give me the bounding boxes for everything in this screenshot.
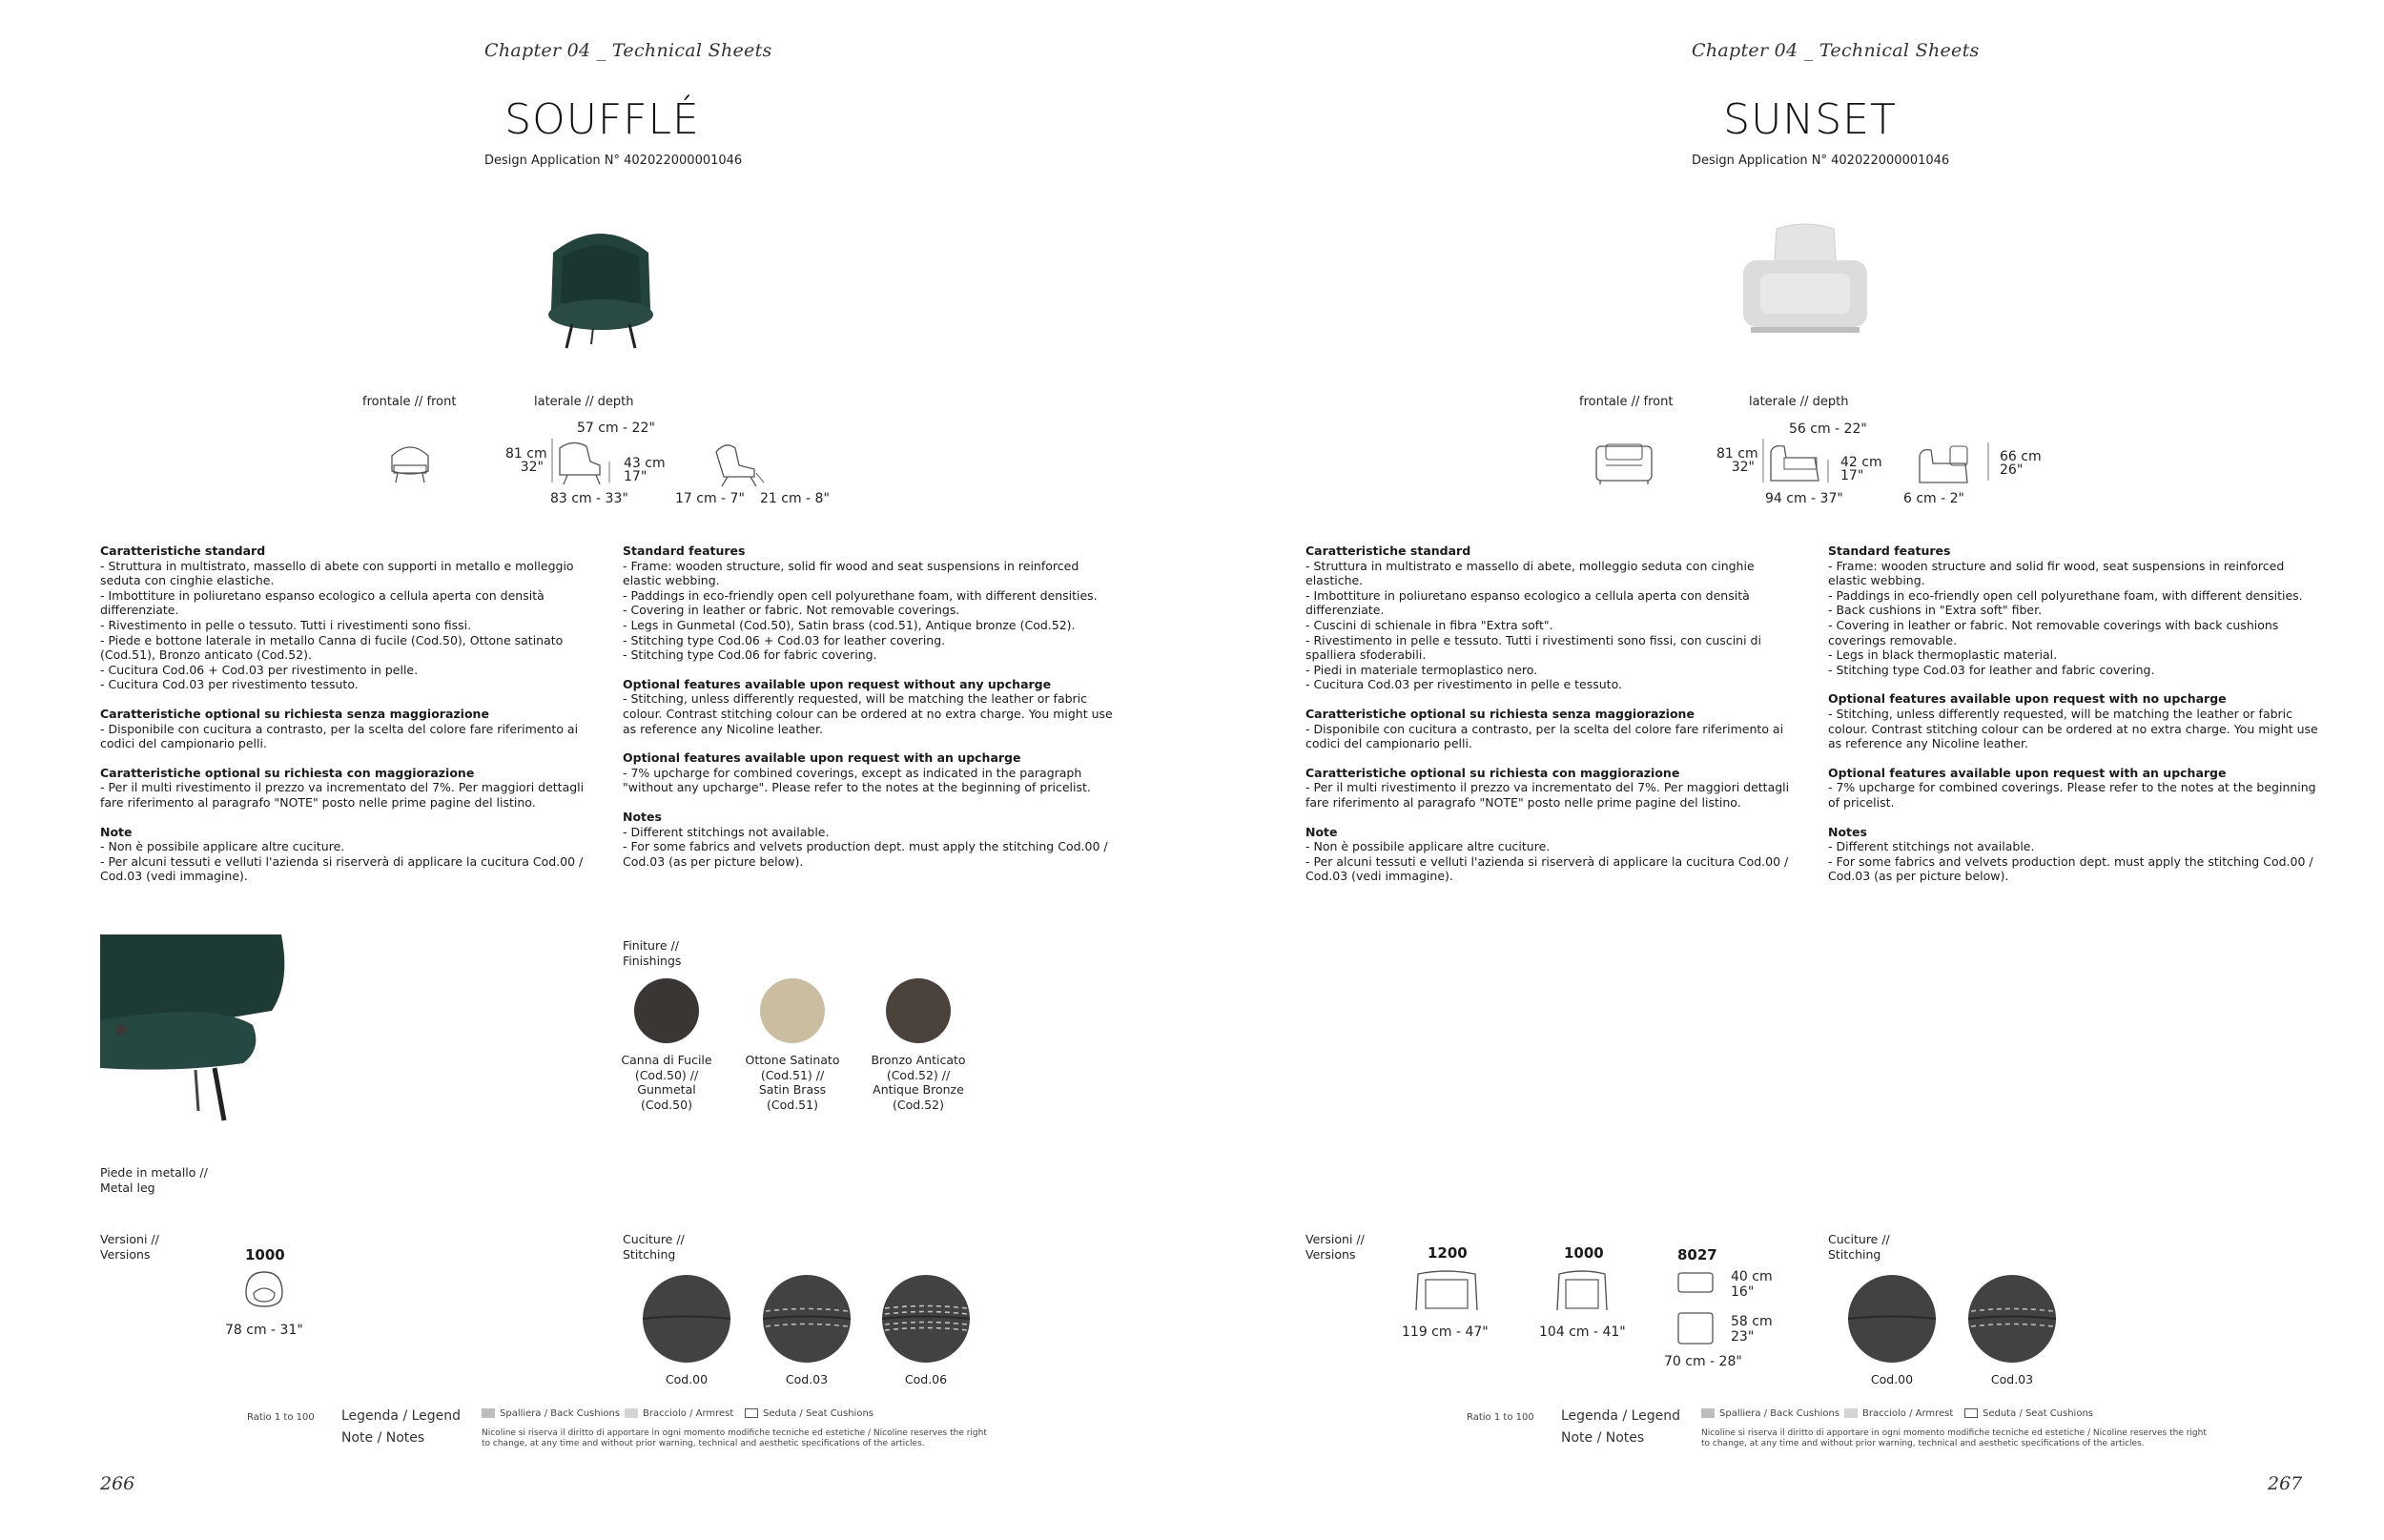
it-notes-heading: Note bbox=[100, 824, 133, 839]
versions-label: Versioni // Versions bbox=[100, 1232, 159, 1262]
it-optional-heading: Caratteristiche optional su richiesta senza maggiorazione bbox=[100, 706, 489, 721]
en-optional-text: - Stitching, unless differently requested, will be matching the leather or fabric colour. Contrast stitching colour can be ordered at no extra charge. You might use as reference any Nicoline leather. bbox=[623, 691, 1113, 736]
dim-recline-b: 21 cm - 8" bbox=[760, 491, 830, 506]
en-optional-heading: Optional features available upon request with no upcharge bbox=[1828, 691, 2227, 707]
ratio-label: Ratio 1 to 100 bbox=[247, 1412, 315, 1423]
it-upcharge-text: - Per il multi rivestimento il prezzo va incrementato del 7%. Per maggiori dettagli fare riferimento al paragrafo "NOTE" posto nelle prime pagine del listino. bbox=[1305, 780, 1790, 810]
legend-seat-cushions: Seduta / Seat Cushions bbox=[1964, 1408, 2093, 1419]
en-notes-text: - Different stitchings not available. - For some fabrics and velvets production dept. must apply the stitching Cod.00 / Cod.03 (as per picture below). bbox=[1828, 839, 2313, 884]
en-notes-heading: Notes bbox=[1828, 824, 1867, 839]
version-code: 1000 bbox=[245, 1246, 285, 1263]
finish-swatch-gunmetal bbox=[634, 978, 699, 1043]
view-front-label: frontale // front bbox=[362, 395, 457, 409]
recline-view-drawing bbox=[710, 441, 768, 488]
disclaimer: Nicoline si riserva il diritto di apportare in ogni momento modifiche tecniche ed estetiche / Nicoline reserves the right to change, at any time and without prior warning, technical and aesthetic specifications of the articles. bbox=[482, 1428, 987, 1448]
version-1000-drawing bbox=[1553, 1268, 1611, 1314]
product-title: SOUFFLÉ bbox=[504, 95, 700, 144]
stitch-swatch-cod00 bbox=[642, 1274, 731, 1364]
legend-heading: Legenda / Legend bbox=[341, 1408, 462, 1424]
english-features bbox=[623, 544, 1119, 883]
recline-view-drawing bbox=[1912, 439, 1993, 488]
en-upcharge-text: - 7% upcharge for combined coverings, except as indicated in the paragraph "without any upcharge". Please refer to the notes at the beginning of pricelist. bbox=[623, 765, 1091, 795]
version-8027-dim1-cm: 40 cm bbox=[1731, 1269, 1773, 1284]
dim-height-in: 32" bbox=[520, 460, 544, 475]
version-8027-dim1-in: 16" bbox=[1731, 1284, 1755, 1300]
side-view-drawing bbox=[1759, 437, 1836, 488]
stitch-swatch-cod03 bbox=[1967, 1274, 2057, 1364]
it-standard-heading: Caratteristiche standard bbox=[1305, 544, 1471, 558]
versions-label: Versioni // Versions bbox=[1305, 1232, 1365, 1262]
finish-swatch-satin-brass bbox=[760, 978, 825, 1043]
version-8027-dim2-in: 23" bbox=[1731, 1329, 1755, 1345]
dim-width-top: 57 cm - 22" bbox=[577, 421, 655, 436]
en-optional-heading: Optional features available upon request without any upcharge bbox=[623, 676, 1052, 691]
en-notes-heading: Notes bbox=[623, 809, 662, 824]
stitching-label: Cuciture // Stitching bbox=[1828, 1232, 1890, 1262]
dim-depth: 83 cm - 33" bbox=[550, 491, 628, 506]
legend-seat-cushions: Seduta / Seat Cushions bbox=[745, 1408, 873, 1419]
dim-back-cm: 66 cm bbox=[2000, 449, 2042, 464]
it-notes-text: - Non è possibile applicare altre cuciture. - Per alcuni tessuti e velluti l'azienda si riserverà di applicare la cucitura Cod.00 / Cod.03 (vedi immagine). bbox=[100, 839, 584, 884]
italian-features bbox=[100, 544, 596, 898]
stitch-caption-cod06: Cod.06 bbox=[904, 1372, 948, 1386]
stitch-caption-cod03: Cod.03 bbox=[1990, 1372, 2034, 1386]
metal-leg-photo bbox=[100, 934, 300, 1125]
it-notes-text: - Non è possibile applicare altre cuciture. - Per alcuni tessuti e velluti l'azienda si riserverà di applicare la cucitura Cod.00 / Cod.03 (vedi immagine). bbox=[1305, 839, 1789, 884]
stitching-label: Cuciture // Stitching bbox=[623, 1232, 685, 1262]
en-optional-text: - Stitching, unless differently requested, will be matching the leather or fabric colour. Contrast stitching colour can be ordered at no extra charge. You might use as reference any Nicoline leather. bbox=[1828, 706, 2318, 751]
dim-width-top: 56 cm - 22" bbox=[1789, 421, 1867, 437]
it-standard-text: - Struttura in multistrato e massello di abete, molleggio seduta con cinghie elastiche. - Imbottiture in poliuretano espanso ecologico a cellula aperta con densità differenziate. - Cuscini di schienale in fibra "Extra soft". - Rivestimento in pelle e tessuto. Tutti i rivestimenti sono fissi, con cuscini di spalliera sfoderabili. - Piedi in materiale termoplastico nero. - Cucitura Cod.03 per rivestimento in pelle e tessuto. bbox=[1305, 558, 1761, 692]
en-standard-text: - Frame: wooden structure, solid fir wood and seat suspensions in reinforced elastic webbing. - Paddings in eco-friendly open cell polyurethane foam, with different densities. - Covering in leather or fabric. Not removable coverings. - Legs in Gunmetal (Cod.50), Satin brass (cod.51), Antique bronze (Cod.52). - Stitching type Cod.06 + Cod.03 for leather covering. - Stitching type Cod.06 for fabric covering. bbox=[623, 558, 1098, 663]
dim-recline: 6 cm - 2" bbox=[1903, 491, 1964, 506]
en-standard-heading: Standard features bbox=[1828, 544, 1951, 558]
sunset-armchair-image bbox=[1734, 215, 1877, 343]
chapter-heading: Chapter 04 _ Technical Sheets bbox=[1692, 40, 1980, 61]
souffle-armchair-image bbox=[534, 215, 668, 353]
legend-back-cushions: Spalliera / Back Cushions bbox=[482, 1408, 620, 1419]
finish-caption-satin-brass: Ottone Satinato (Cod.51) // Satin Brass (Cod.51) bbox=[745, 1053, 840, 1112]
legend-back-cushions: Spalliera / Back Cushions bbox=[1701, 1408, 1839, 1419]
legend-armrest: Bracciolo / Armrest bbox=[625, 1408, 733, 1419]
stitch-swatch-cod06 bbox=[881, 1274, 971, 1364]
it-optional-text: - Disponibile con cucitura a contrasto, per la scelta del colore fare riferimento ai codici del campionario pelli. bbox=[1305, 721, 1784, 751]
view-depth-label: laterale // depth bbox=[1749, 395, 1849, 409]
finish-caption-antique-bronze: Bronzo Anticato (Cod.52) // Antique Bronze (Cod.52) bbox=[871, 1053, 966, 1112]
dim-seat-cm: 43 cm bbox=[624, 456, 666, 471]
it-standard-heading: Caratteristiche standard bbox=[100, 544, 266, 558]
finishings-label: Finiture // Finishings bbox=[623, 938, 682, 968]
dim-height-cm: 81 cm bbox=[1716, 446, 1758, 462]
stitch-caption-cod00: Cod.00 bbox=[1870, 1372, 1914, 1386]
english-features bbox=[1828, 544, 2324, 898]
ratio-label: Ratio 1 to 100 bbox=[1467, 1412, 1534, 1423]
dim-back-in: 26" bbox=[2000, 462, 2024, 478]
version-dim-8027: 70 cm - 28" bbox=[1664, 1354, 1742, 1369]
en-standard-text: - Frame: wooden structure and solid fir wood, seat suspensions in reinforced elastic webbing. - Paddings in eco-friendly open cell polyurethane foam, with different densities. - Back cushions in "Extra soft" fiber. - Covering in leather or fabric. Not removable coverings with back cushions coverings removable. - Legs in black thermoplastic material. - Stitching type Cod.03 for leather and fabric covering. bbox=[1828, 558, 2303, 677]
front-view-drawing bbox=[1593, 439, 1655, 486]
version-1200-drawing bbox=[1412, 1268, 1481, 1314]
dim-seat-in: 17" bbox=[624, 469, 647, 484]
en-upcharge-heading: Optional features available upon request with an upcharge bbox=[1828, 765, 2227, 780]
version-dim: 78 cm - 31" bbox=[225, 1323, 303, 1338]
view-depth-label: laterale // depth bbox=[534, 395, 634, 409]
it-standard-text: - Struttura in multistrato, massello di abete con supporti in metallo e molleggio seduta con cinghie elastiche. - Imbottiture in poliuretano espanso ecologico a cellula aperta con densità differenziate. - Rivestimento in pelle o tessuto. Tutti i rivestimenti sono fissi. - Piede e bottone laterale in metallo Canna di fucile (Cod.50), Ottone satinato (Cod.51), Bronzo anticato (Cod.52). - Cucitura Cod.06 + Cod.03 per rivestimento in pelle. - Cucitura Cod.03 per rivestimento tessuto. bbox=[100, 558, 574, 692]
dim-height-in: 32" bbox=[1731, 460, 1755, 475]
stitch-swatch-cod00 bbox=[1847, 1274, 1937, 1364]
it-optional-text: - Disponibile con cucitura a contrasto, per la scelta del colore fare riferimento ai codici del campionario pelli. bbox=[100, 721, 579, 751]
front-view-drawing bbox=[386, 439, 434, 484]
it-upcharge-heading: Caratteristiche optional su richiesta con maggiorazione bbox=[1305, 765, 1680, 780]
finish-swatch-antique-bronze bbox=[886, 978, 951, 1043]
it-optional-heading: Caratteristiche optional su richiesta senza maggiorazione bbox=[1305, 706, 1695, 721]
version-code-8027: 8027 bbox=[1677, 1246, 1717, 1263]
notes-heading: Note / Notes bbox=[341, 1430, 425, 1446]
legend-armrest: Bracciolo / Armrest bbox=[1844, 1408, 1953, 1419]
version-code-1000: 1000 bbox=[1564, 1244, 1604, 1262]
stitch-caption-cod03: Cod.03 bbox=[785, 1372, 829, 1386]
dim-recline-a: 17 cm - 7" bbox=[675, 491, 745, 506]
stitch-caption-cod00: Cod.00 bbox=[665, 1372, 709, 1386]
version-8027-drawing bbox=[1676, 1271, 1715, 1347]
notes-heading: Note / Notes bbox=[1561, 1430, 1645, 1446]
it-upcharge-text: - Per il multi rivestimento il prezzo va incrementato del 7%. Per maggiori dettagli fare riferimento al paragrafo "NOTE" posto nelle prime pagine del listino. bbox=[100, 780, 585, 810]
finish-caption-gunmetal: Canna di Fucile (Cod.50) // Gunmetal (Cod.50) bbox=[621, 1053, 712, 1112]
dim-depth: 94 cm - 37" bbox=[1765, 491, 1843, 506]
en-notes-text: - Different stitchings not available. - For some fabrics and velvets production dept. must apply the stitching Cod.00 / Cod.03 (as per picture below). bbox=[623, 824, 1108, 869]
chapter-heading: Chapter 04 _ Technical Sheets bbox=[484, 40, 772, 61]
metal-leg-caption: Piede in metallo // Metal leg bbox=[100, 1165, 208, 1195]
it-notes-heading: Note bbox=[1305, 824, 1338, 839]
dim-seat-in: 17" bbox=[1840, 468, 1864, 483]
legend-heading: Legenda / Legend bbox=[1561, 1408, 1681, 1424]
design-application: Design Application N° 402022000001046 bbox=[1692, 154, 1950, 168]
product-title: SUNSET bbox=[1723, 95, 1897, 144]
version-dim-1000: 104 cm - 41" bbox=[1539, 1324, 1626, 1340]
view-front-label: frontale // front bbox=[1579, 395, 1674, 409]
it-upcharge-heading: Caratteristiche optional su richiesta con maggiorazione bbox=[100, 765, 475, 780]
en-standard-heading: Standard features bbox=[623, 544, 746, 558]
page-number: 266 bbox=[100, 1473, 135, 1494]
side-view-drawing bbox=[548, 437, 615, 489]
version-dim-1200: 119 cm - 47" bbox=[1402, 1324, 1489, 1340]
dim-height-cm: 81 cm bbox=[505, 446, 547, 462]
disclaimer: Nicoline si riserva il diritto di apportare in ogni momento modifiche tecniche ed estetiche / Nicoline reserves the right to change, at any time and without prior warning, technical and aesthetic specifications of the articles. bbox=[1701, 1428, 2207, 1448]
italian-features bbox=[1305, 544, 1801, 898]
version-topview-drawing bbox=[242, 1270, 286, 1308]
design-application: Design Application N° 402022000001046 bbox=[484, 154, 743, 168]
dim-seat-cm: 42 cm bbox=[1840, 455, 1882, 470]
version-code-1200: 1200 bbox=[1428, 1244, 1468, 1262]
en-upcharge-heading: Optional features available upon request with an upcharge bbox=[623, 750, 1021, 766]
stitch-swatch-cod03 bbox=[762, 1274, 852, 1364]
en-upcharge-text: - 7% upcharge for combined coverings. Please refer to the notes at the beginning of pricelist. bbox=[1828, 780, 2316, 810]
page-number: 267 bbox=[2268, 1473, 2303, 1494]
version-8027-dim2-cm: 58 cm bbox=[1731, 1314, 1773, 1329]
